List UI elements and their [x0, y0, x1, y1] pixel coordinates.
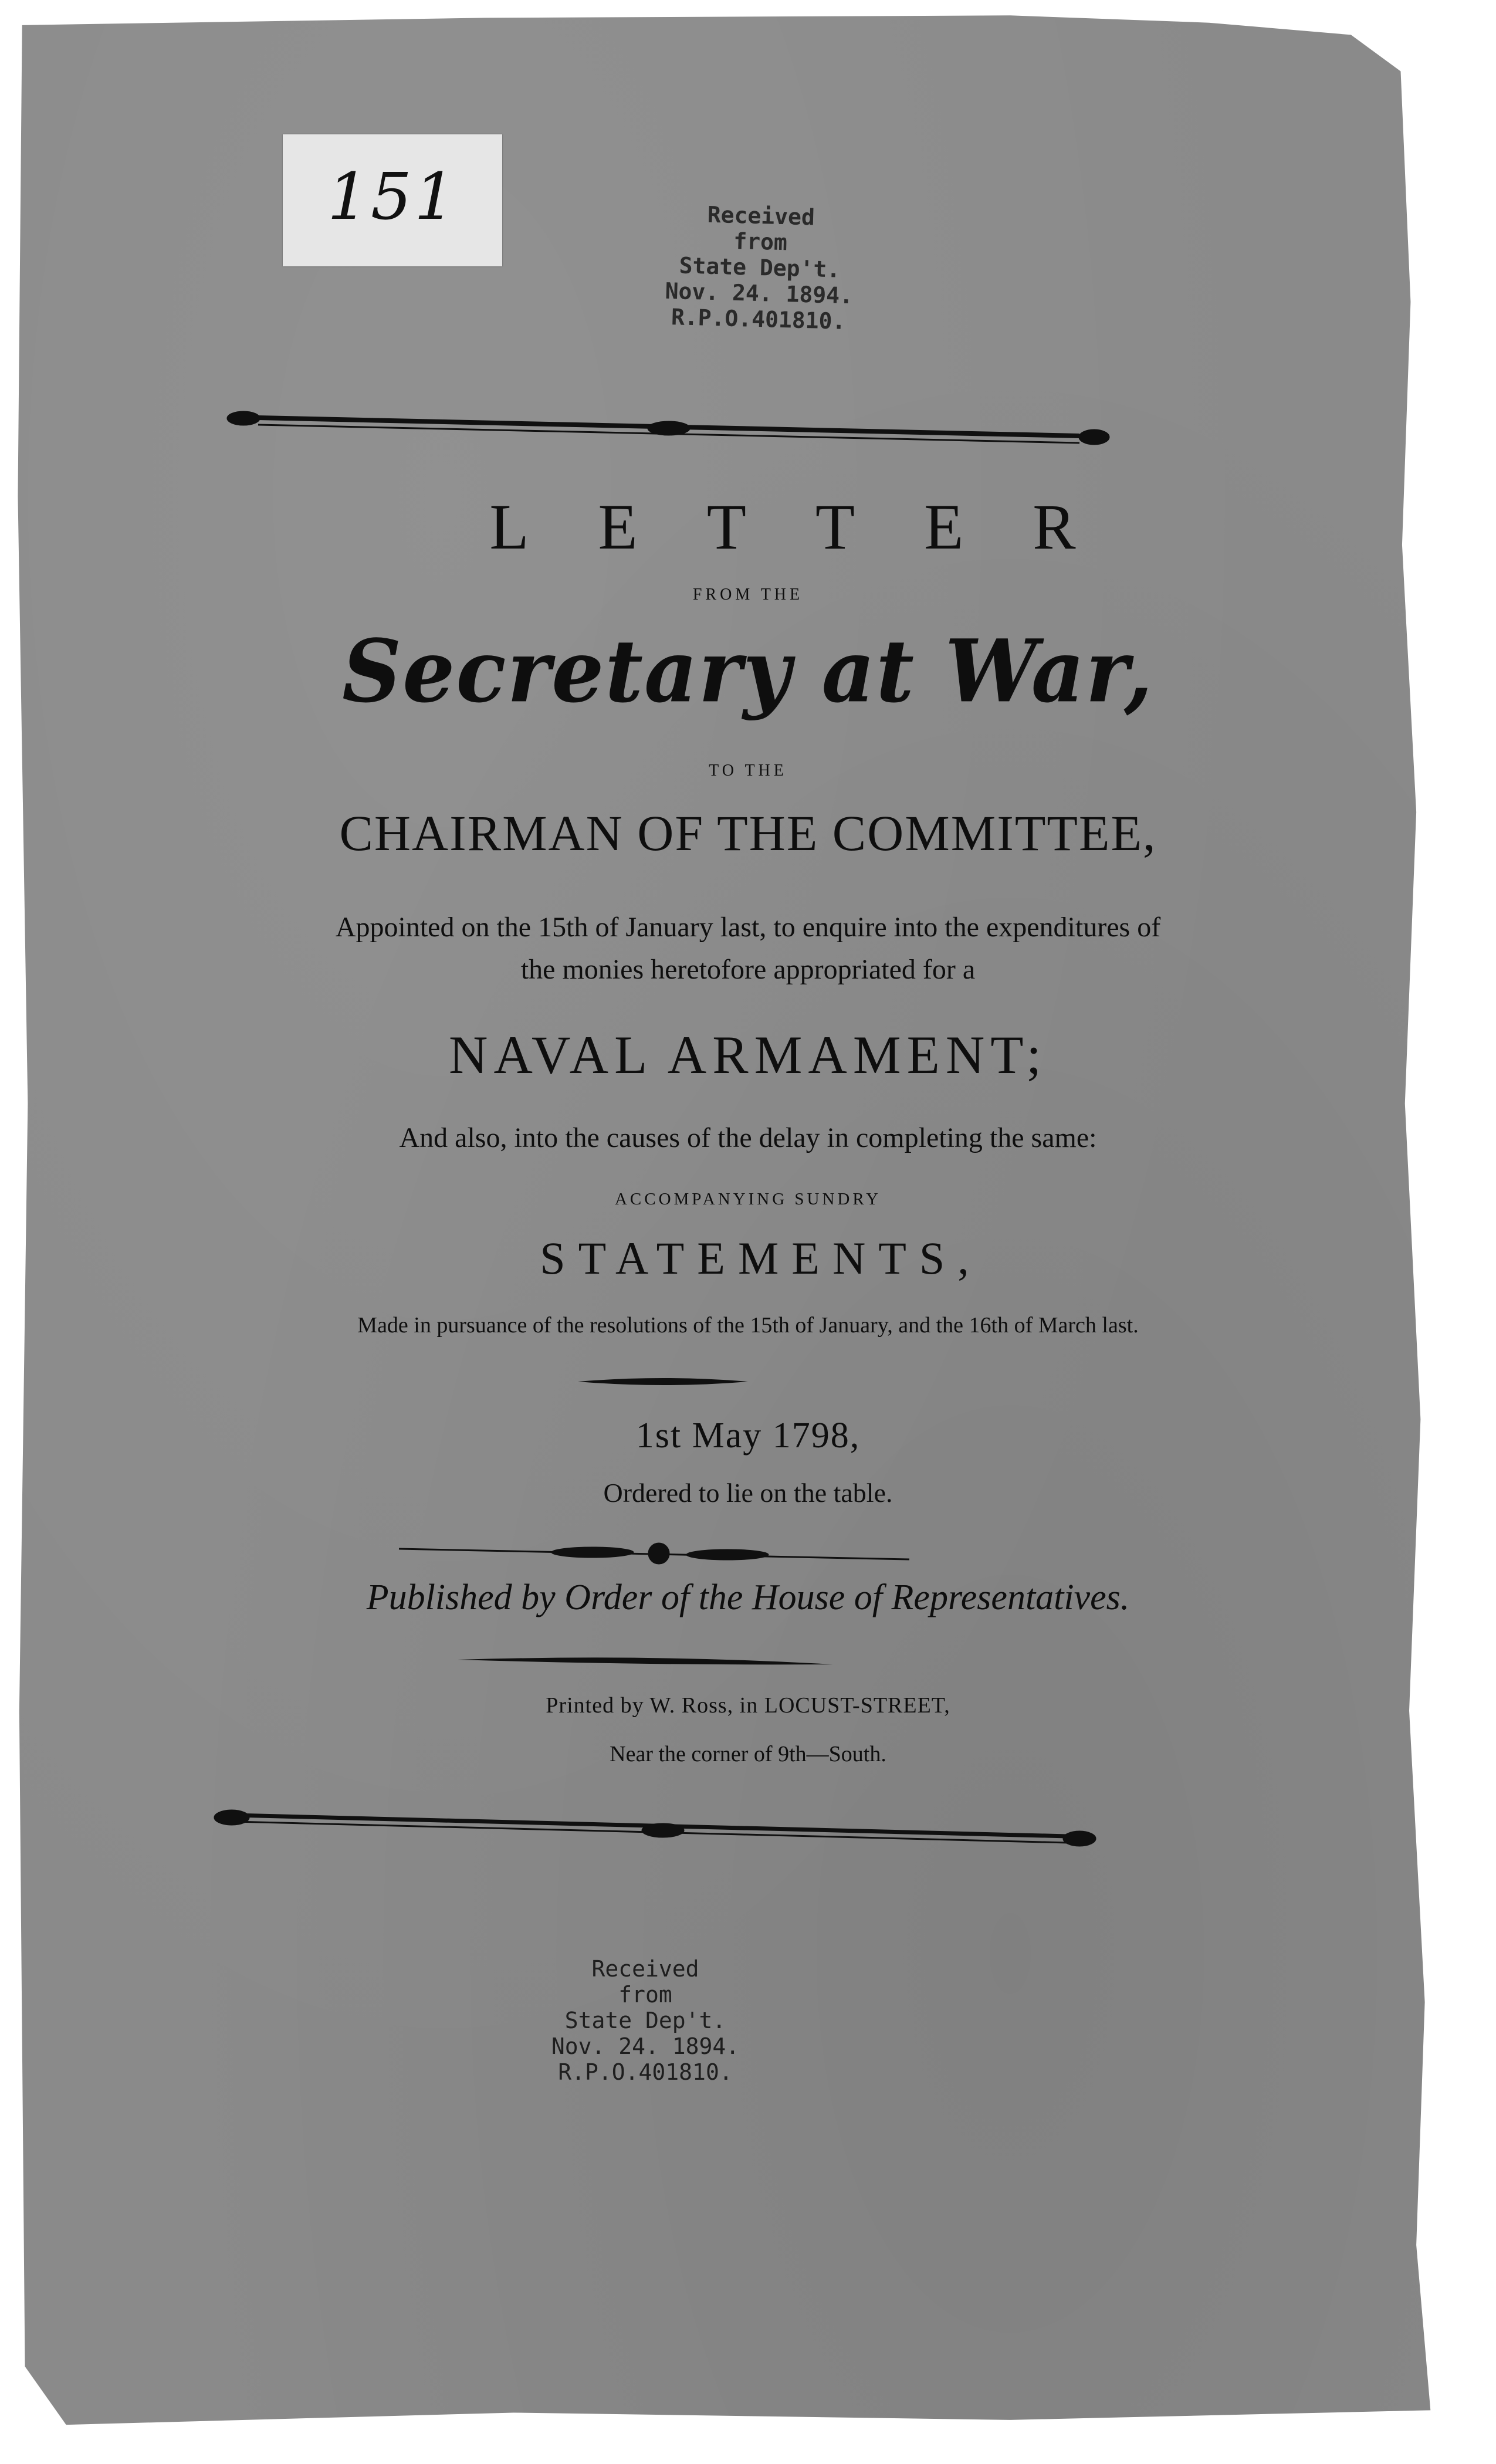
appointed-line-1: Appointed on the 15th of January last, to enquire into the expenditures of — [335, 912, 1161, 943]
ornamental-rule-bottom — [0, 1795, 1496, 1842]
ordered-line: Ordered to lie on the table. — [603, 1478, 893, 1508]
chairman-heading: CHAIRMAN OF THE COMMITTEE, — [339, 805, 1157, 861]
received-stamp-bottom — [540, 1956, 751, 2085]
stamp-line: Received — [707, 201, 815, 231]
short-rule-2 — [0, 1651, 1496, 1669]
ornamental-rule-top — [0, 405, 1496, 452]
stamp-line: R.P.O.401810. — [558, 2059, 733, 2085]
title-letter: LETTER — [489, 491, 1145, 563]
stamp-line: from — [733, 228, 788, 256]
stamp-line: Nov. 24. 1894. — [551, 2033, 740, 2059]
stamp-line: State Dep't. — [564, 2008, 726, 2033]
published-line: Published by Order of the House of Representatives. — [366, 1578, 1130, 1617]
stamp-line: State Dep't. — [679, 252, 841, 283]
stamp-line: R.P.O.401810. — [671, 304, 846, 334]
catalog-label — [283, 134, 502, 266]
secretary-heading: Secretary at War, — [342, 621, 1154, 723]
appointed-line-2: the monies heretofore appropriated for a — [520, 954, 976, 985]
printer-line-1: Printed by W. Ross, in LOCUST-STREET, — [546, 1693, 950, 1718]
printer-line-2: Near the corner of 9th—South. — [610, 1742, 886, 1766]
naval-armament-heading: NAVAL ARMAMENT; — [449, 1025, 1047, 1085]
resolutions-line: Made in pursuance of the resolutions of the 15th of January, and the 16th of March last. — [357, 1313, 1139, 1338]
causes-line: And also, into the causes of the delay in completing the same: — [399, 1122, 1097, 1153]
to-the-text: TO THE — [709, 761, 787, 780]
statements-heading: STATEMENTS, — [540, 1233, 982, 1284]
received-stamp-top — [661, 201, 858, 335]
date-line: 1st May 1798, — [635, 1416, 861, 1456]
from-the-text: FROM THE — [692, 585, 804, 604]
short-rule-1 — [0, 1373, 1496, 1390]
stamp-line: Nov. 24. 1894. — [665, 277, 854, 309]
stamp-line: from — [618, 1982, 672, 2008]
ornamental-rule-middle — [0, 1537, 1496, 1572]
accompanying-text: ACCOMPANYING SUNDRY — [614, 1190, 882, 1209]
catalog-number: 151 — [327, 159, 458, 234]
stamp-line: Received — [591, 1956, 699, 1982]
